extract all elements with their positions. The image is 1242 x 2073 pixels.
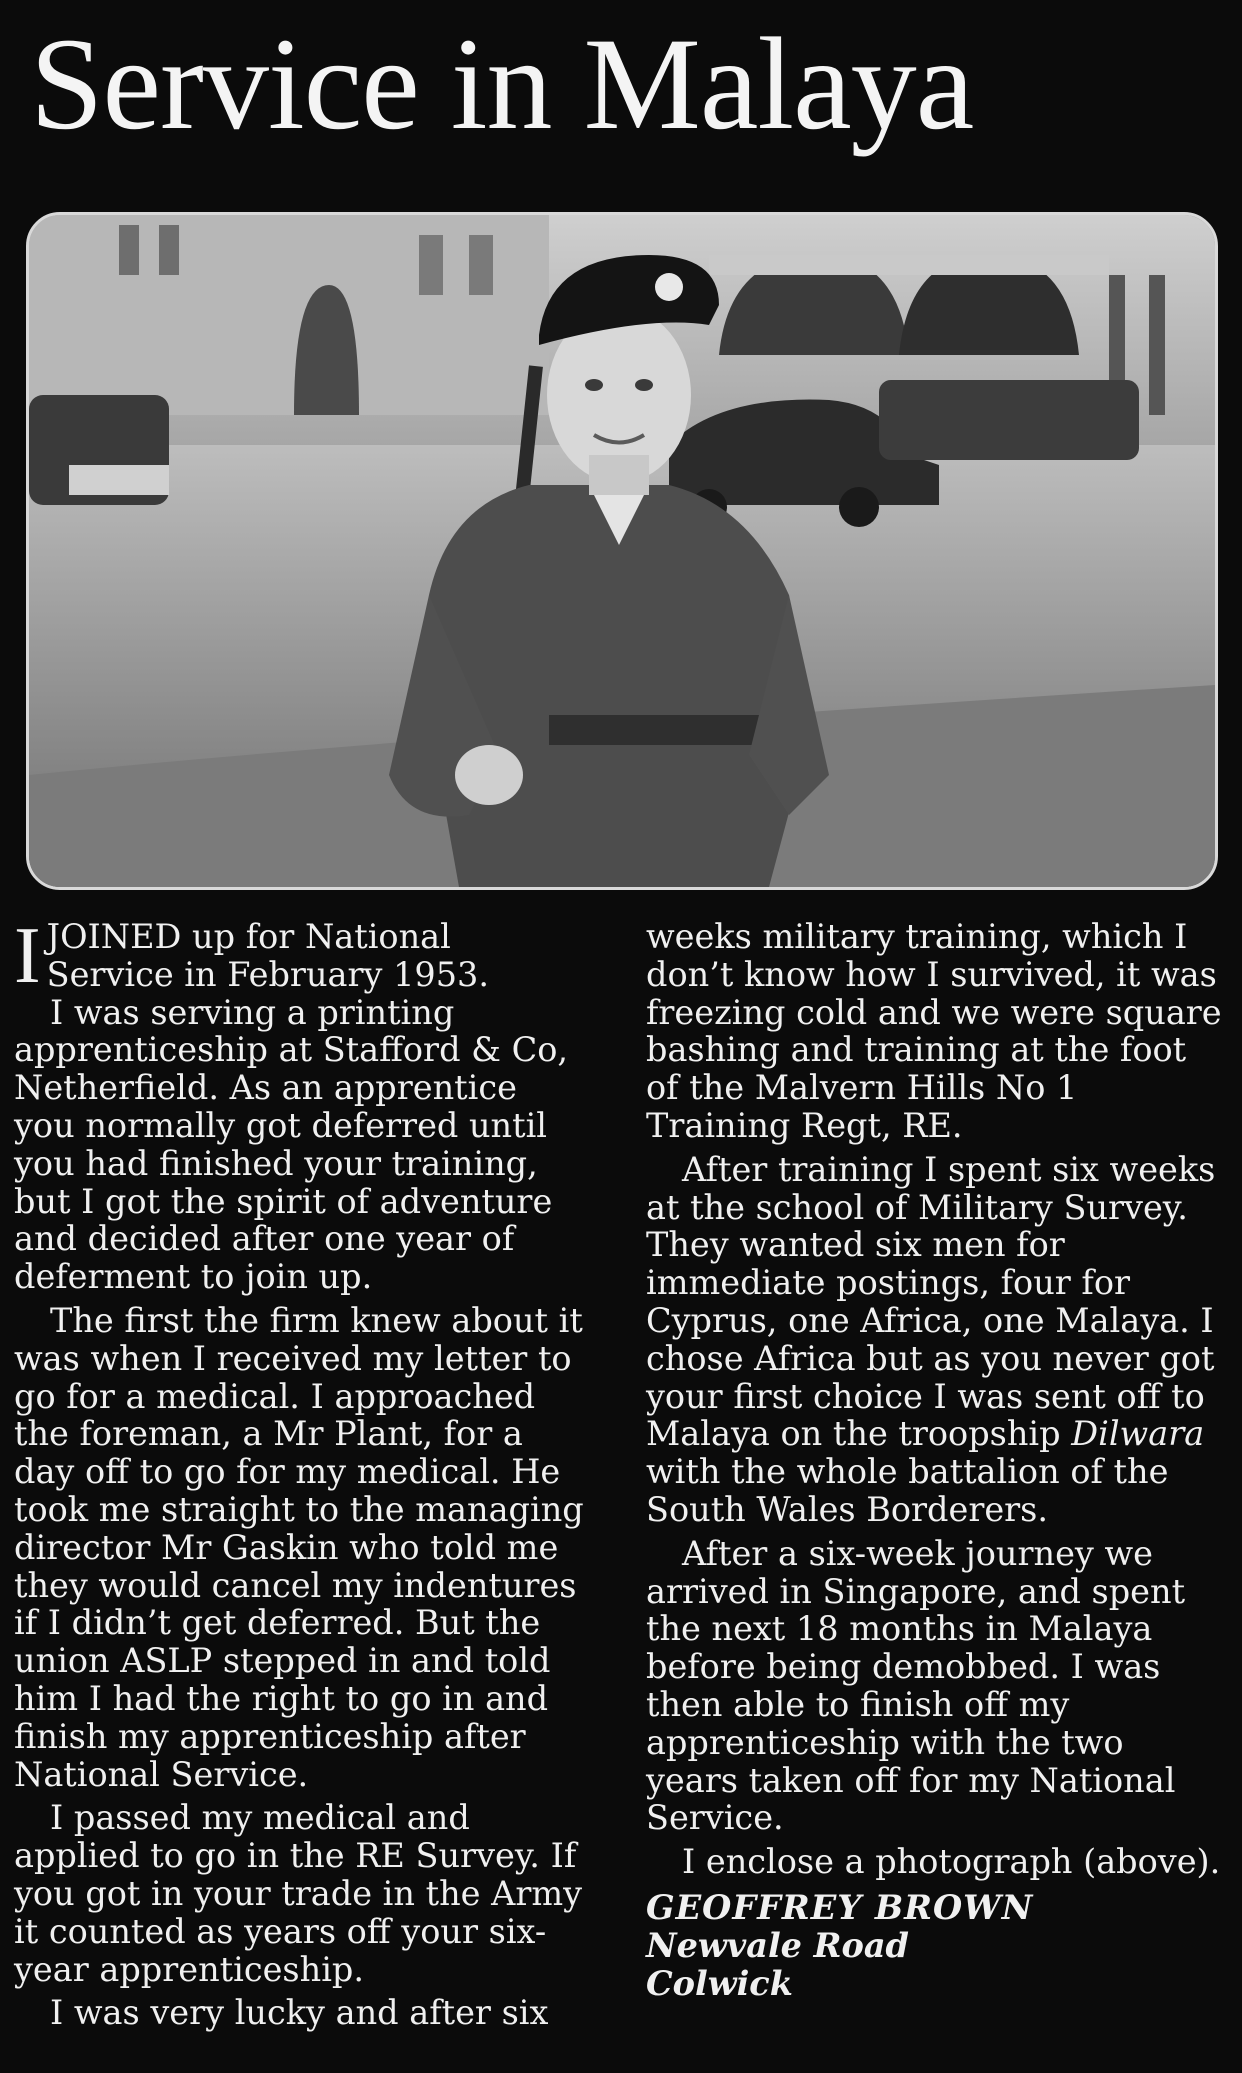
headline: Service in Malaya bbox=[30, 10, 974, 157]
paragraph-7-end: with the whole battalion of the South Wales Borderers. bbox=[646, 1452, 1169, 1529]
paragraph-1-text: JOINED up for National Service in February 1953. bbox=[46, 917, 489, 994]
paragraph-8: After a six-week journey we arrived in Singapore, and spent the next 18 months in Malaya before being demobbed. I was then able to finish off my apprenticeship with the two years taken off for my National Service. bbox=[646, 1533, 1186, 1838]
article-column-left bbox=[14, 912, 584, 2033]
paragraph-7-text: After training I spent six weeks at the school of Military Survey. They wanted six men for immediate postings, four for Cyprus, one Africa, one Malaya. I chose Africa but as you never got your first choice I was sent off to Malaya on the troopship bbox=[646, 1149, 1216, 1454]
soldier-photo bbox=[26, 212, 1218, 890]
signature-name: GEOFFREY BROWN bbox=[646, 1887, 1034, 1927]
paragraph-6: weeks military training, which I don’t know how I survived, it was freezing cold and we were square bashing and training at the foot of the Malvern Hills No 1 Training Regt, RE. bbox=[646, 917, 1222, 1145]
paragraph-2: I was serving a printing apprenticeship at Stafford & Co, Netherfield. As an apprentice you normally got deferred until you had finished your training, but I got the spirit of adventure and decided after one year of deferment to join up. bbox=[14, 992, 569, 1297]
photo-illustration bbox=[29, 215, 1215, 887]
dropcap: I bbox=[14, 912, 41, 1000]
signature-town: Colwick bbox=[646, 1963, 793, 2003]
signature-street: Newvale Road bbox=[646, 1925, 909, 1965]
paragraph-1 bbox=[14, 912, 584, 1000]
paragraph-4: I passed my medical and applied to go in the RE Survey. If you got in your trade in the Army it counted as years off your six-year apprenticeship. bbox=[14, 1798, 583, 1989]
article-column-right bbox=[646, 918, 1226, 2002]
paragraph-3: The first the firm knew about it was when I received my letter to go for a medical. I approached the foreman, a Mr Plant, for a day off to go for my medical. He took me straight to the managing director Mr Gaskin who told me they would cancel my indentures if I didn’t get deferred. But the union ASLP stepped in and told him I had the right to go in and finish my apprenticeship after National Service. bbox=[14, 1300, 584, 1794]
ship-name: Dilwara bbox=[1071, 1414, 1205, 1454]
paragraph-5: I was very lucky and after six bbox=[50, 1993, 549, 2033]
paragraph-9: I enclose a photograph (above). bbox=[682, 1842, 1221, 1882]
paragraph-7 bbox=[646, 1151, 1226, 1529]
